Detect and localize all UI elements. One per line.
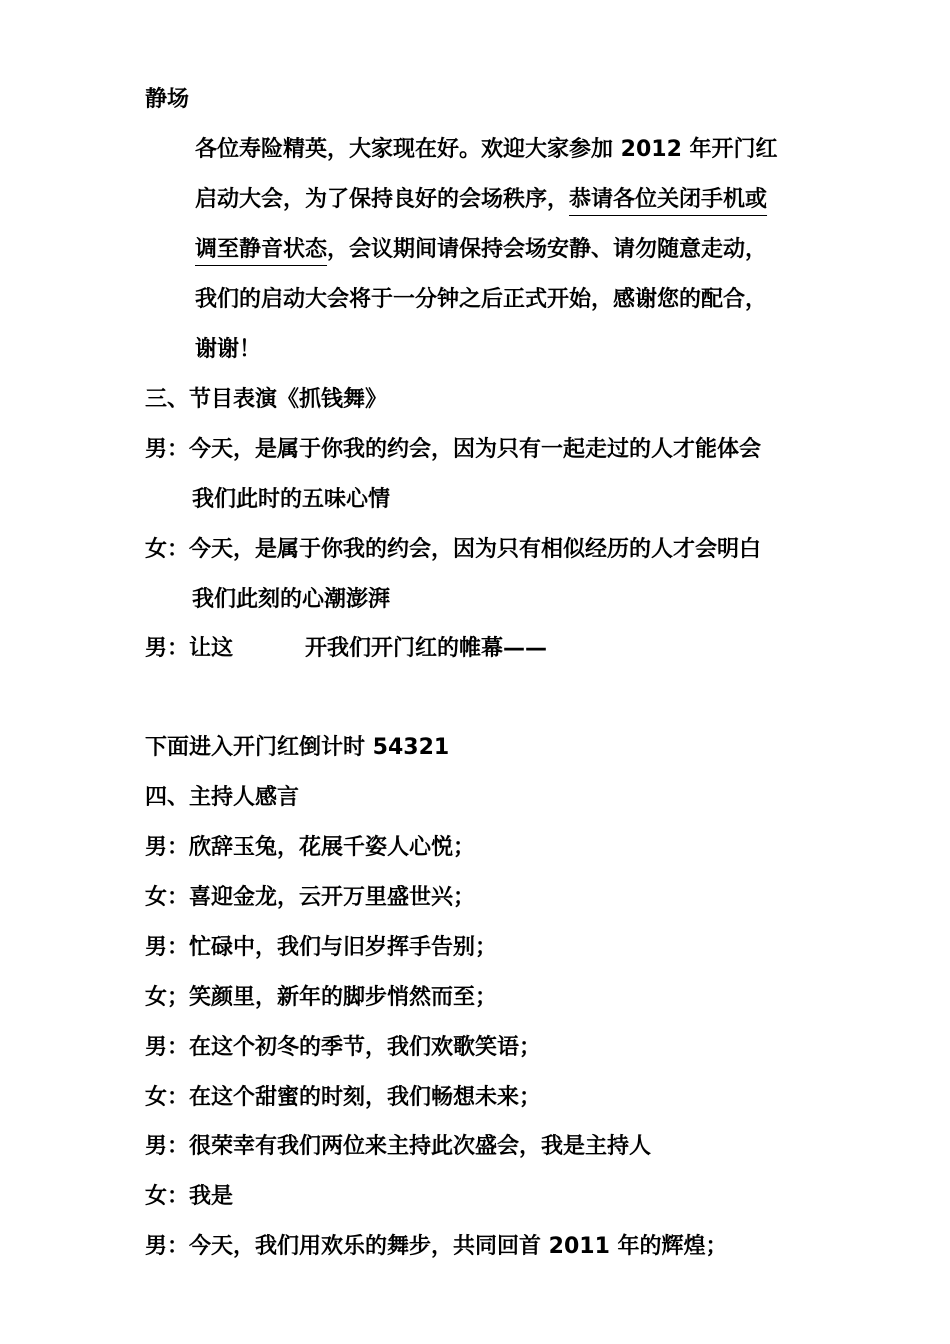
silence-line-4: 我们的启动大会将于一分钟之后正式开始，感谢您的配合， [195, 287, 768, 312]
silence-underlined-mute: 调至静音状态 [195, 237, 328, 262]
host-line-3: 男：忙碌中，我们与旧岁挥手告别； [145, 935, 498, 960]
silence-line-3-text: ，会议期间请保持会场安静、请勿随意走动， [327, 237, 768, 262]
host-line-6: 女：在这个甜蜜的时刻，我们畅想未来； [145, 1085, 542, 1110]
male-line-2 [145, 634, 547, 664]
host-line-8: 女：我是 [145, 1184, 234, 1209]
host-line-2: 女：喜迎金龙，云开万里盛世兴； [145, 885, 476, 910]
section-4-heading: 四、主持人感言 [145, 785, 300, 810]
silence-line-2 [195, 185, 767, 215]
male-line-2-start: 男：让这 [145, 636, 234, 661]
male-line-2-end: 开我们开门红的帷幕—— [305, 636, 548, 661]
host-line-9: 男：今天，我们用欢乐的舞步，共同回首 2011 年的辉煌； [145, 1234, 728, 1259]
silence-line-2-text: 启动大会，为了保持良好的会场秩序， [195, 187, 570, 212]
male-line-1-cont: 我们此时的五味心情 [192, 487, 391, 512]
silence-line-3 [195, 235, 767, 265]
heading-silence: 静场 [145, 87, 190, 112]
female-line-1-cont: 我们此刻的心潮澎湃 [192, 587, 391, 612]
silence-line-5: 谢谢！ [195, 337, 262, 362]
countdown-line: 下面进入开门红倒计时 54321 [145, 735, 450, 760]
female-line-1: 女：今天，是属于你我的约会，因为只有相似经历的人才会明白 [145, 537, 762, 562]
host-line-1: 男：欣辞玉兔，花展千姿人心悦； [145, 835, 476, 860]
male-line-1: 男：今天，是属于你我的约会，因为只有一起走过的人才能体会 [145, 437, 762, 462]
silence-underlined-request: 恭请各位关闭手机或 [569, 187, 768, 212]
host-line-5: 男：在这个初冬的季节，我们欢歌笑语； [145, 1035, 542, 1060]
host-line-7: 男：很荣幸有我们两位来主持此次盛会，我是主持人 [145, 1134, 652, 1159]
section-3-heading: 三、节目表演《抓钱舞》 [145, 387, 388, 412]
silence-line-1: 各位寿险精英，大家现在好。欢迎大家参加 2012 年开门红 [195, 137, 778, 162]
host-line-4: 女；笑颜里，新年的脚步悄然而至； [145, 985, 498, 1010]
